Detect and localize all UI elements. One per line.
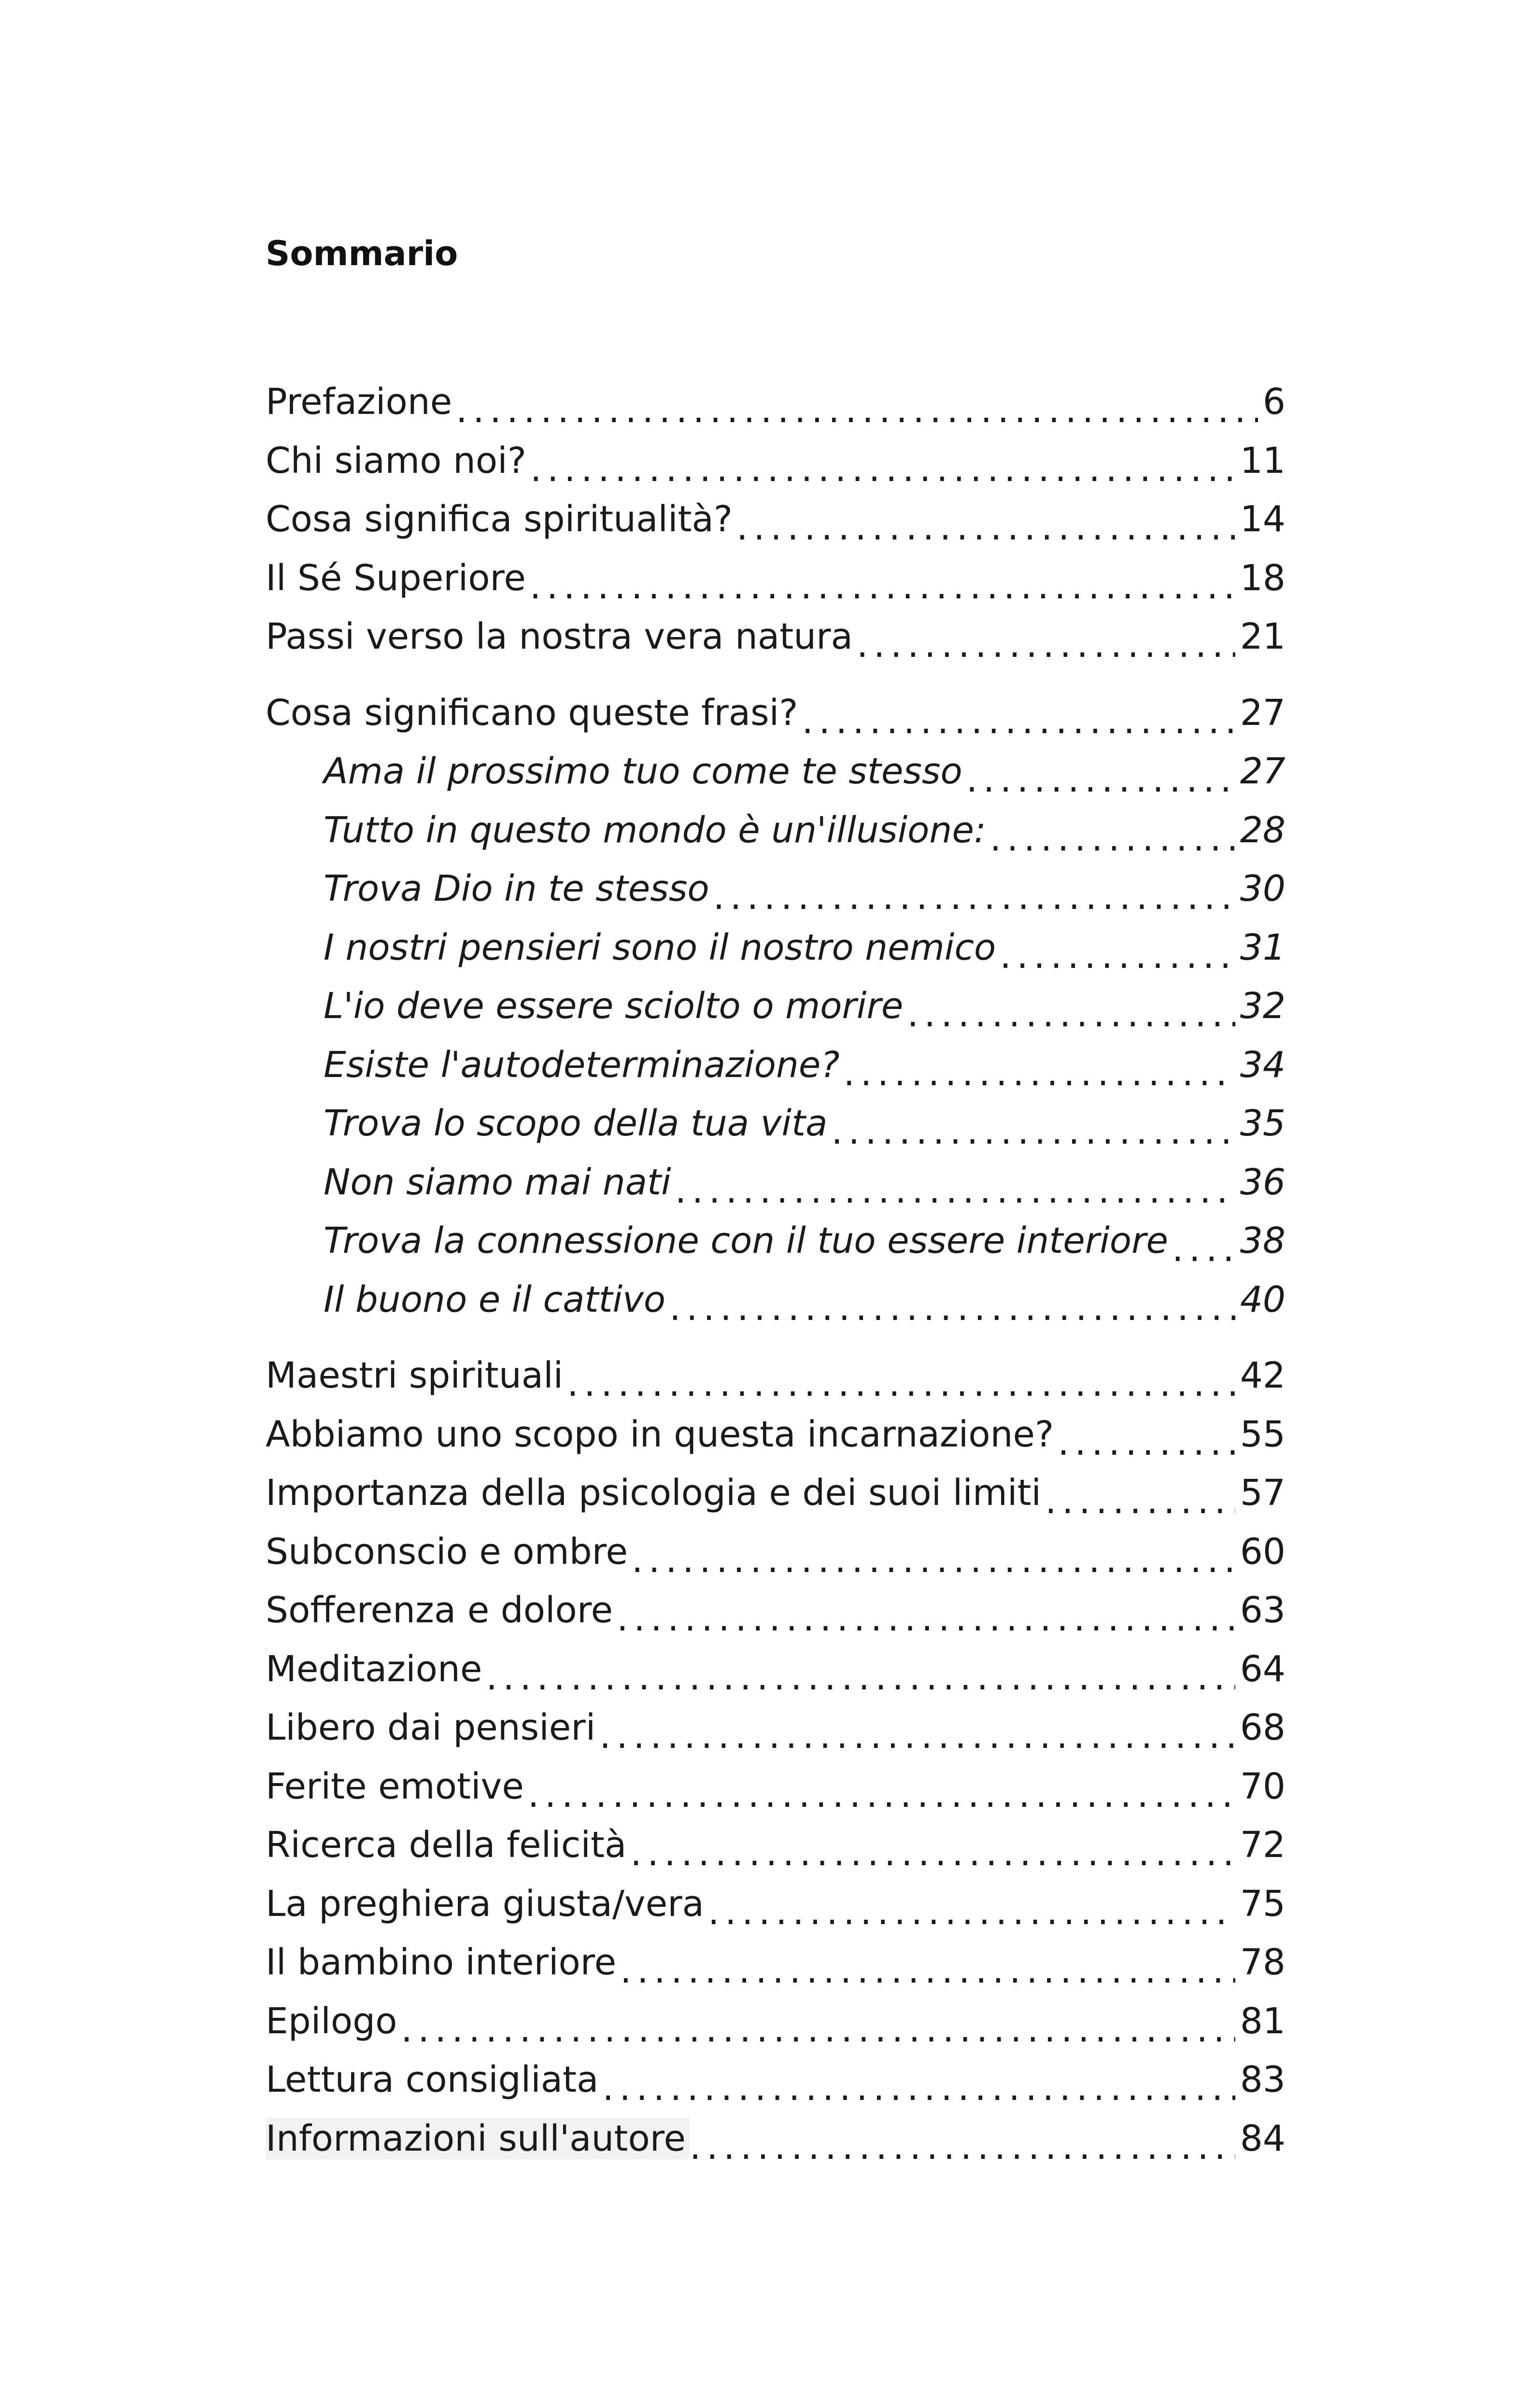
toc-entry-page: 81 [1235,1992,1286,2051]
toc-subentry-title: Esiste l'autodeterminazione? . . . [324,1044,844,1086]
toc-entry-page: 55 [1235,1405,1286,1464]
toc-entry-title: Ricerca della felicità . . . [266,1824,630,1866]
toc-entry-title: Sofferenza e dolore . . . [266,1589,617,1631]
toc-subentry-title: Trova lo scopo della tua vita . . . [324,1103,831,1144]
toc-subentry-page: 38 [1235,1212,1286,1271]
toc-entry[interactable] [266,1405,1286,1464]
toc-subentry-title: Il buono e il cattivo . . . [324,1279,669,1320]
toc-entry[interactable] [266,549,1286,608]
toc-subentry-page: 36 [1235,1153,1286,1212]
toc-subentry-page: 35 [1235,1094,1286,1153]
toc-subentry[interactable] [266,1271,1286,1330]
toc-subentry-title: Trova Dio in te stesso . . . [324,868,713,909]
toc-subentry-title: Ama il prossimo tuo come te stesso . . . [324,751,966,792]
toc-entry[interactable] [266,1992,1286,2051]
toc-subentry[interactable] [266,977,1286,1036]
toc-entry-page: 6 [1258,373,1286,432]
page-title: Sommario [266,234,458,273]
toc-subentry-page: 40 [1235,1271,1286,1330]
toc-entry-title: Passi verso la nostra vera natura . . . [266,616,857,657]
toc-entry[interactable] [266,1464,1286,1523]
toc-entry-page: 27 [1235,684,1286,743]
toc-subentry-page: 27 [1235,742,1286,801]
toc-subentry[interactable] [266,860,1286,919]
toc-subentry-page: 30 [1235,860,1286,919]
toc-entry[interactable] [266,1933,1286,1992]
toc-entry[interactable] [266,684,1286,743]
toc-entry-page: 70 [1235,1758,1286,1816]
toc-entry-page: 11 [1235,432,1286,491]
toc-entry-title: Prefazione . . . [266,381,456,423]
toc-subentry-page: 32 [1235,977,1286,1036]
toc-subentry-page: 28 [1235,801,1286,860]
toc-entry-page: 63 [1235,1581,1286,1640]
toc-entry-page: 64 [1235,1640,1286,1699]
toc-subentry-page: 34 [1235,1036,1286,1095]
toc-entry-title: Informazioni sull'autore . . . [266,2118,690,2159]
toc-entry-page: 84 [1235,2110,1286,2169]
toc-entry-page: 83 [1235,2051,1286,2110]
toc-subentry[interactable] [266,1212,1286,1271]
toc-subentry-page: 31 [1235,919,1286,978]
toc-entry-page: 75 [1235,1875,1286,1934]
toc-entry-title: Il bambino interiore . . . [266,1942,620,1983]
toc-entry[interactable] [266,1347,1286,1405]
toc-entry-title: Libero dai pensieri . . . [266,1707,599,1748]
toc-entry-title: Maestri spirituali . . . [266,1355,567,1396]
toc-subentry[interactable] [266,919,1286,978]
toc-subentry[interactable] [266,1153,1286,1212]
toc-entry[interactable] [266,1699,1286,1758]
toc-entry-title: Meditazione . . . [266,1648,486,1690]
toc-entry-title: Cosa significano queste frasi? . . . [266,692,802,734]
table-of-contents [266,373,1286,2168]
toc-entry-title: Chi siamo noi? . . . [266,440,530,482]
toc-entry[interactable] [266,1875,1286,1934]
toc-entry[interactable] [266,1816,1286,1875]
toc-entry-page: 78 [1235,1933,1286,1992]
toc-subentry[interactable] [266,742,1286,801]
toc-entry[interactable] [266,2051,1286,2110]
toc-entry-page: 68 [1235,1699,1286,1758]
toc-subentry[interactable] [266,1094,1286,1153]
toc-entry-page: 60 [1235,1523,1286,1582]
toc-subentry-title: Tutto in questo mondo è un'illusione: . . . [324,809,990,851]
toc-subentry[interactable] [266,801,1286,860]
toc-subentry[interactable] [266,1036,1286,1095]
toc-entry-title: Il Sé Superiore . . . [266,557,530,599]
toc-entry-page: 21 [1235,608,1286,666]
toc-entry-page: 42 [1235,1347,1286,1405]
toc-entry-title: Ferite emotive . . . [266,1766,528,1807]
toc-entry[interactable] [266,490,1286,549]
toc-entry[interactable] [266,432,1286,491]
toc-entry[interactable] [266,608,1286,666]
toc-entry[interactable] [266,2110,1286,2169]
toc-entry-title: La preghiera giusta/vera . . . [266,1883,708,1925]
toc-entry-title: Abbiamo uno scopo in questa incarnazione? . . . [266,1414,1058,1455]
toc-subentry-title: I nostri pensieri sono il nostro nemico . . . [324,927,1000,968]
toc-subentry-title: Trova la connessione con il tuo essere interiore . . . [324,1220,1172,1262]
toc-entry[interactable] [266,1758,1286,1816]
toc-entry-title: Importanza della psicologia e dei suoi limiti . . . [266,1472,1045,1514]
toc-entry[interactable] [266,373,1286,432]
toc-entry-page: 72 [1235,1816,1286,1875]
toc-subentry-title: L'io deve essere sciolto o morire . . . [324,985,907,1027]
toc-entry-title: Epilogo . . . [266,2000,401,2042]
toc-entry-title: Subconscio e ombre . . . [266,1531,632,1573]
toc-entry-title: Lettura consigliata . . . [266,2059,602,2100]
toc-subentry-title: Non siamo mai nati . . . [324,1162,675,1203]
toc-entry-title: Cosa significa spiritualità? . . . [266,498,736,540]
toc-entry-page: 57 [1235,1464,1286,1523]
toc-entry[interactable] [266,1581,1286,1640]
toc-entry-page: 14 [1235,490,1286,549]
toc-entry-page: 18 [1235,549,1286,608]
toc-entry[interactable] [266,1523,1286,1582]
toc-entry[interactable] [266,1640,1286,1699]
